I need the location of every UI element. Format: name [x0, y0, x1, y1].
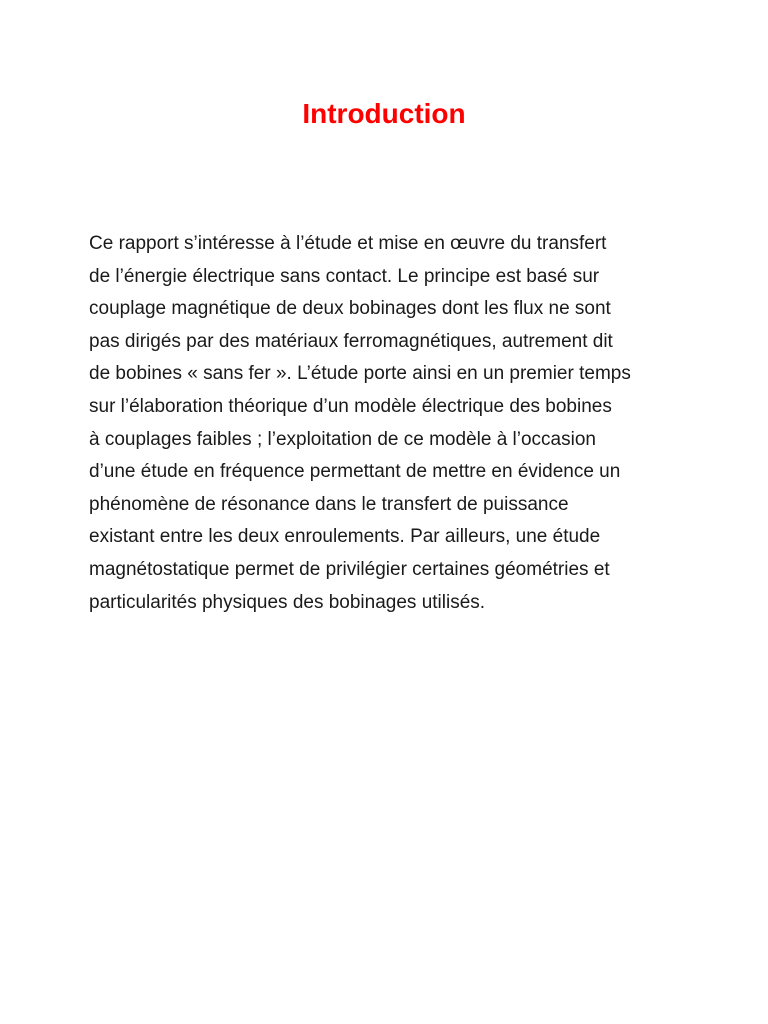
paragraph-line: pas dirigés par des matériaux ferromagnétiques, autrement dit	[89, 330, 613, 352]
introduction-paragraph	[89, 228, 689, 619]
paragraph-line: sur l’élaboration théorique d’un modèle électrique des bobines	[89, 395, 612, 417]
page-title: Introduction	[302, 98, 466, 129]
paragraph-line: magnétostatique permet de privilégier certaines géométries et	[89, 558, 610, 580]
paragraph-line: de l’énergie électrique sans contact. Le principe est basé sur	[89, 265, 600, 287]
paragraph-line: particularités physiques des bobinages utilisés.	[89, 591, 486, 613]
paragraph-line: couplage magnétique de deux bobinages dont les flux ne sont	[89, 298, 611, 320]
paragraph-line: à couplages faibles ; l’exploitation de ce modèle à l’occasion	[89, 428, 596, 450]
paragraph-line: d’une étude en fréquence permettant de mettre en évidence un	[89, 461, 621, 483]
paragraph-line: Ce rapport s’intéresse à l’étude et mise en œuvre du transfert	[89, 233, 607, 254]
paragraph-line: phénomène de résonance dans le transfert de puissance	[89, 493, 569, 515]
paragraph-line: de bobines « sans fer ». L’étude porte ainsi en un premier temps	[89, 363, 631, 385]
paragraph-line: existant entre les deux enroulements. Par ailleurs, une étude	[89, 526, 601, 548]
